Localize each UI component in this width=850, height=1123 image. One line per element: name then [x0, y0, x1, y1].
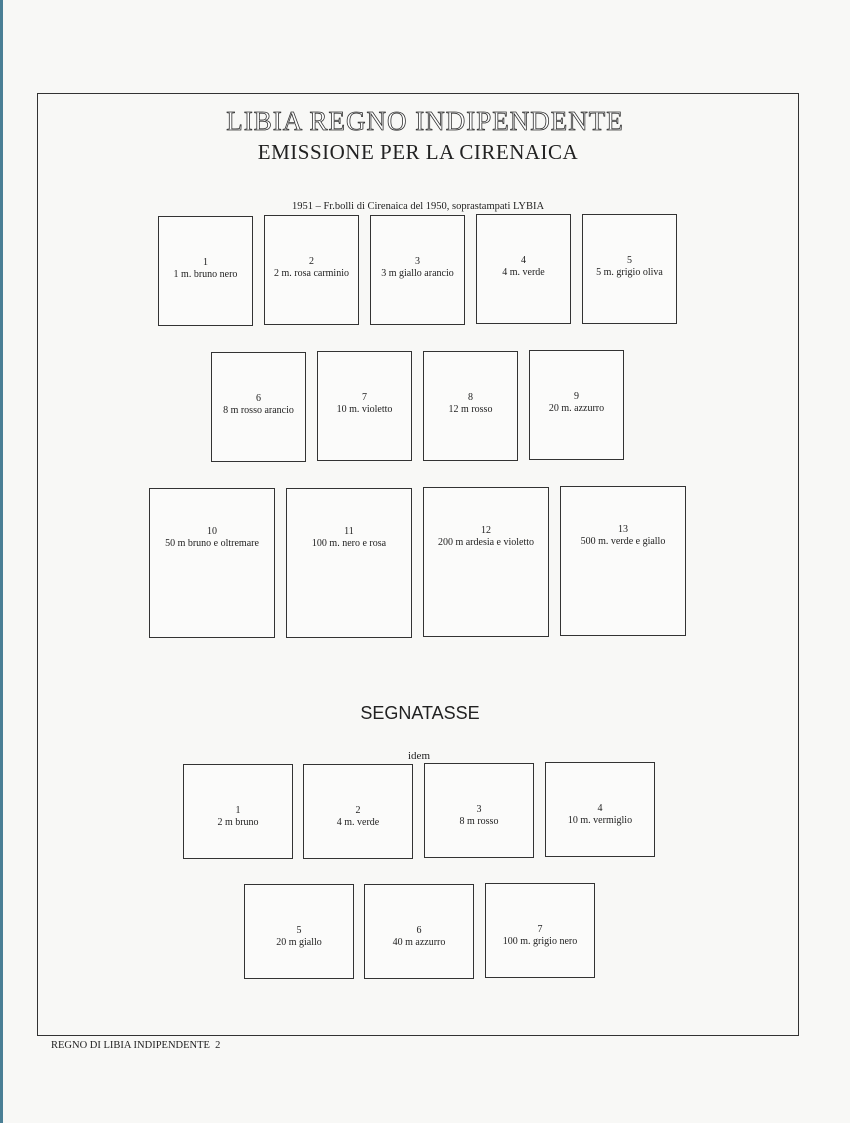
stamp-description: 1 m. bruno nero — [173, 269, 238, 280]
stamp-slot-10 — [149, 488, 275, 638]
postage-due-slot-1 — [183, 764, 293, 859]
stamp-number: 10 — [207, 526, 217, 537]
page-subtitle: EMISSIONE PER LA CIRENAICA — [257, 140, 579, 164]
stamp-number: 1 — [203, 257, 208, 268]
stamp-slot-13 — [560, 486, 686, 636]
stamp-description: 200 m ardesia e violetto — [437, 537, 535, 548]
stamp-number: 9 — [574, 391, 579, 402]
stamp-description: 4 m. verde — [336, 817, 380, 828]
stamp-description: 8 m rosso — [459, 816, 499, 827]
postage-due-note: idem — [408, 750, 430, 762]
stamp-slot-8 — [423, 351, 518, 461]
stamp-description: 8 m rosso arancio — [223, 405, 294, 416]
stamp-slot-3 — [370, 215, 465, 325]
stamp-number: 5 — [627, 255, 632, 266]
stamp-number: 7 — [537, 924, 543, 935]
stamp-number: 6 — [416, 925, 422, 936]
stamp-number: 11 — [344, 526, 354, 537]
stamp-slot-4 — [476, 214, 571, 324]
stamp-description: 10 m. vermiglio — [567, 815, 633, 826]
postage-due-slot-6 — [364, 884, 474, 979]
stamp-slot-5 — [582, 214, 677, 324]
stamp-description: 50 m bruno e oltremare — [165, 538, 259, 549]
postage-due-title: SEGNATASSE — [360, 703, 480, 723]
stamp-number: 3 — [476, 804, 482, 815]
page-footer: REGNO DI LIBIA INDIPENDENTE 2 — [51, 1040, 221, 1051]
stamp-description: 100 m. nero e rosa — [311, 538, 387, 549]
stamp-slot-12 — [423, 487, 549, 637]
stamp-number: 4 — [597, 803, 603, 814]
postage-due-slot-4 — [545, 762, 655, 857]
stamp-number: 1 — [235, 805, 241, 816]
stamp-number: 4 — [521, 255, 526, 266]
stamp-description: 10 m. violetto — [336, 404, 393, 415]
stamp-number: 2 — [355, 805, 361, 816]
stamp-slot-2 — [264, 215, 359, 325]
stamp-description: 5 m. grigio oliva — [596, 267, 663, 278]
stamp-description: 100 m. grigio nero — [502, 936, 578, 947]
stamp-slot-6 — [211, 352, 306, 462]
stamp-description: 20 m giallo — [276, 937, 322, 948]
postage-due-slot-3 — [424, 763, 534, 858]
stamp-slot-11 — [286, 488, 412, 638]
stamp-number: 3 — [415, 256, 420, 267]
postage-due-slot-2 — [303, 764, 413, 859]
issue-note: 1951 – Fr.bolli di Cirenaica del 1950, soprastampati LYBIA — [291, 201, 545, 212]
stamp-description: 40 m azzurro — [392, 937, 446, 948]
stamp-description: 12 m rosso — [448, 404, 493, 415]
stamp-description: 500 m. verde e giallo — [580, 536, 666, 547]
stamp-slot-7 — [317, 351, 412, 461]
stamp-description: 2 m. rosa carminio — [274, 268, 349, 279]
page-edge-strip — [0, 0, 3, 1123]
stamp-number: 12 — [481, 525, 491, 536]
stamp-description: 2 m bruno — [217, 817, 259, 828]
stamp-description: 20 m. azzurro — [548, 403, 605, 414]
postage-due-slot-7 — [485, 883, 595, 978]
stamp-number: 6 — [256, 393, 261, 404]
postage-due-slot-5 — [244, 884, 354, 979]
stamp-number: 7 — [362, 392, 367, 403]
stamp-description: 3 m giallo arancio — [381, 268, 454, 279]
stamp-number: 2 — [309, 256, 314, 267]
stamp-slot-1 — [158, 216, 253, 326]
stamp-description: 4 m. verde — [502, 267, 545, 278]
stamp-number: 13 — [618, 524, 628, 535]
stamp-slot-9 — [529, 350, 624, 460]
stamp-number: 8 — [468, 392, 473, 403]
stamp-number: 5 — [296, 925, 302, 936]
page-title: LIBIA REGNO INDIPENDENTE — [226, 106, 624, 136]
